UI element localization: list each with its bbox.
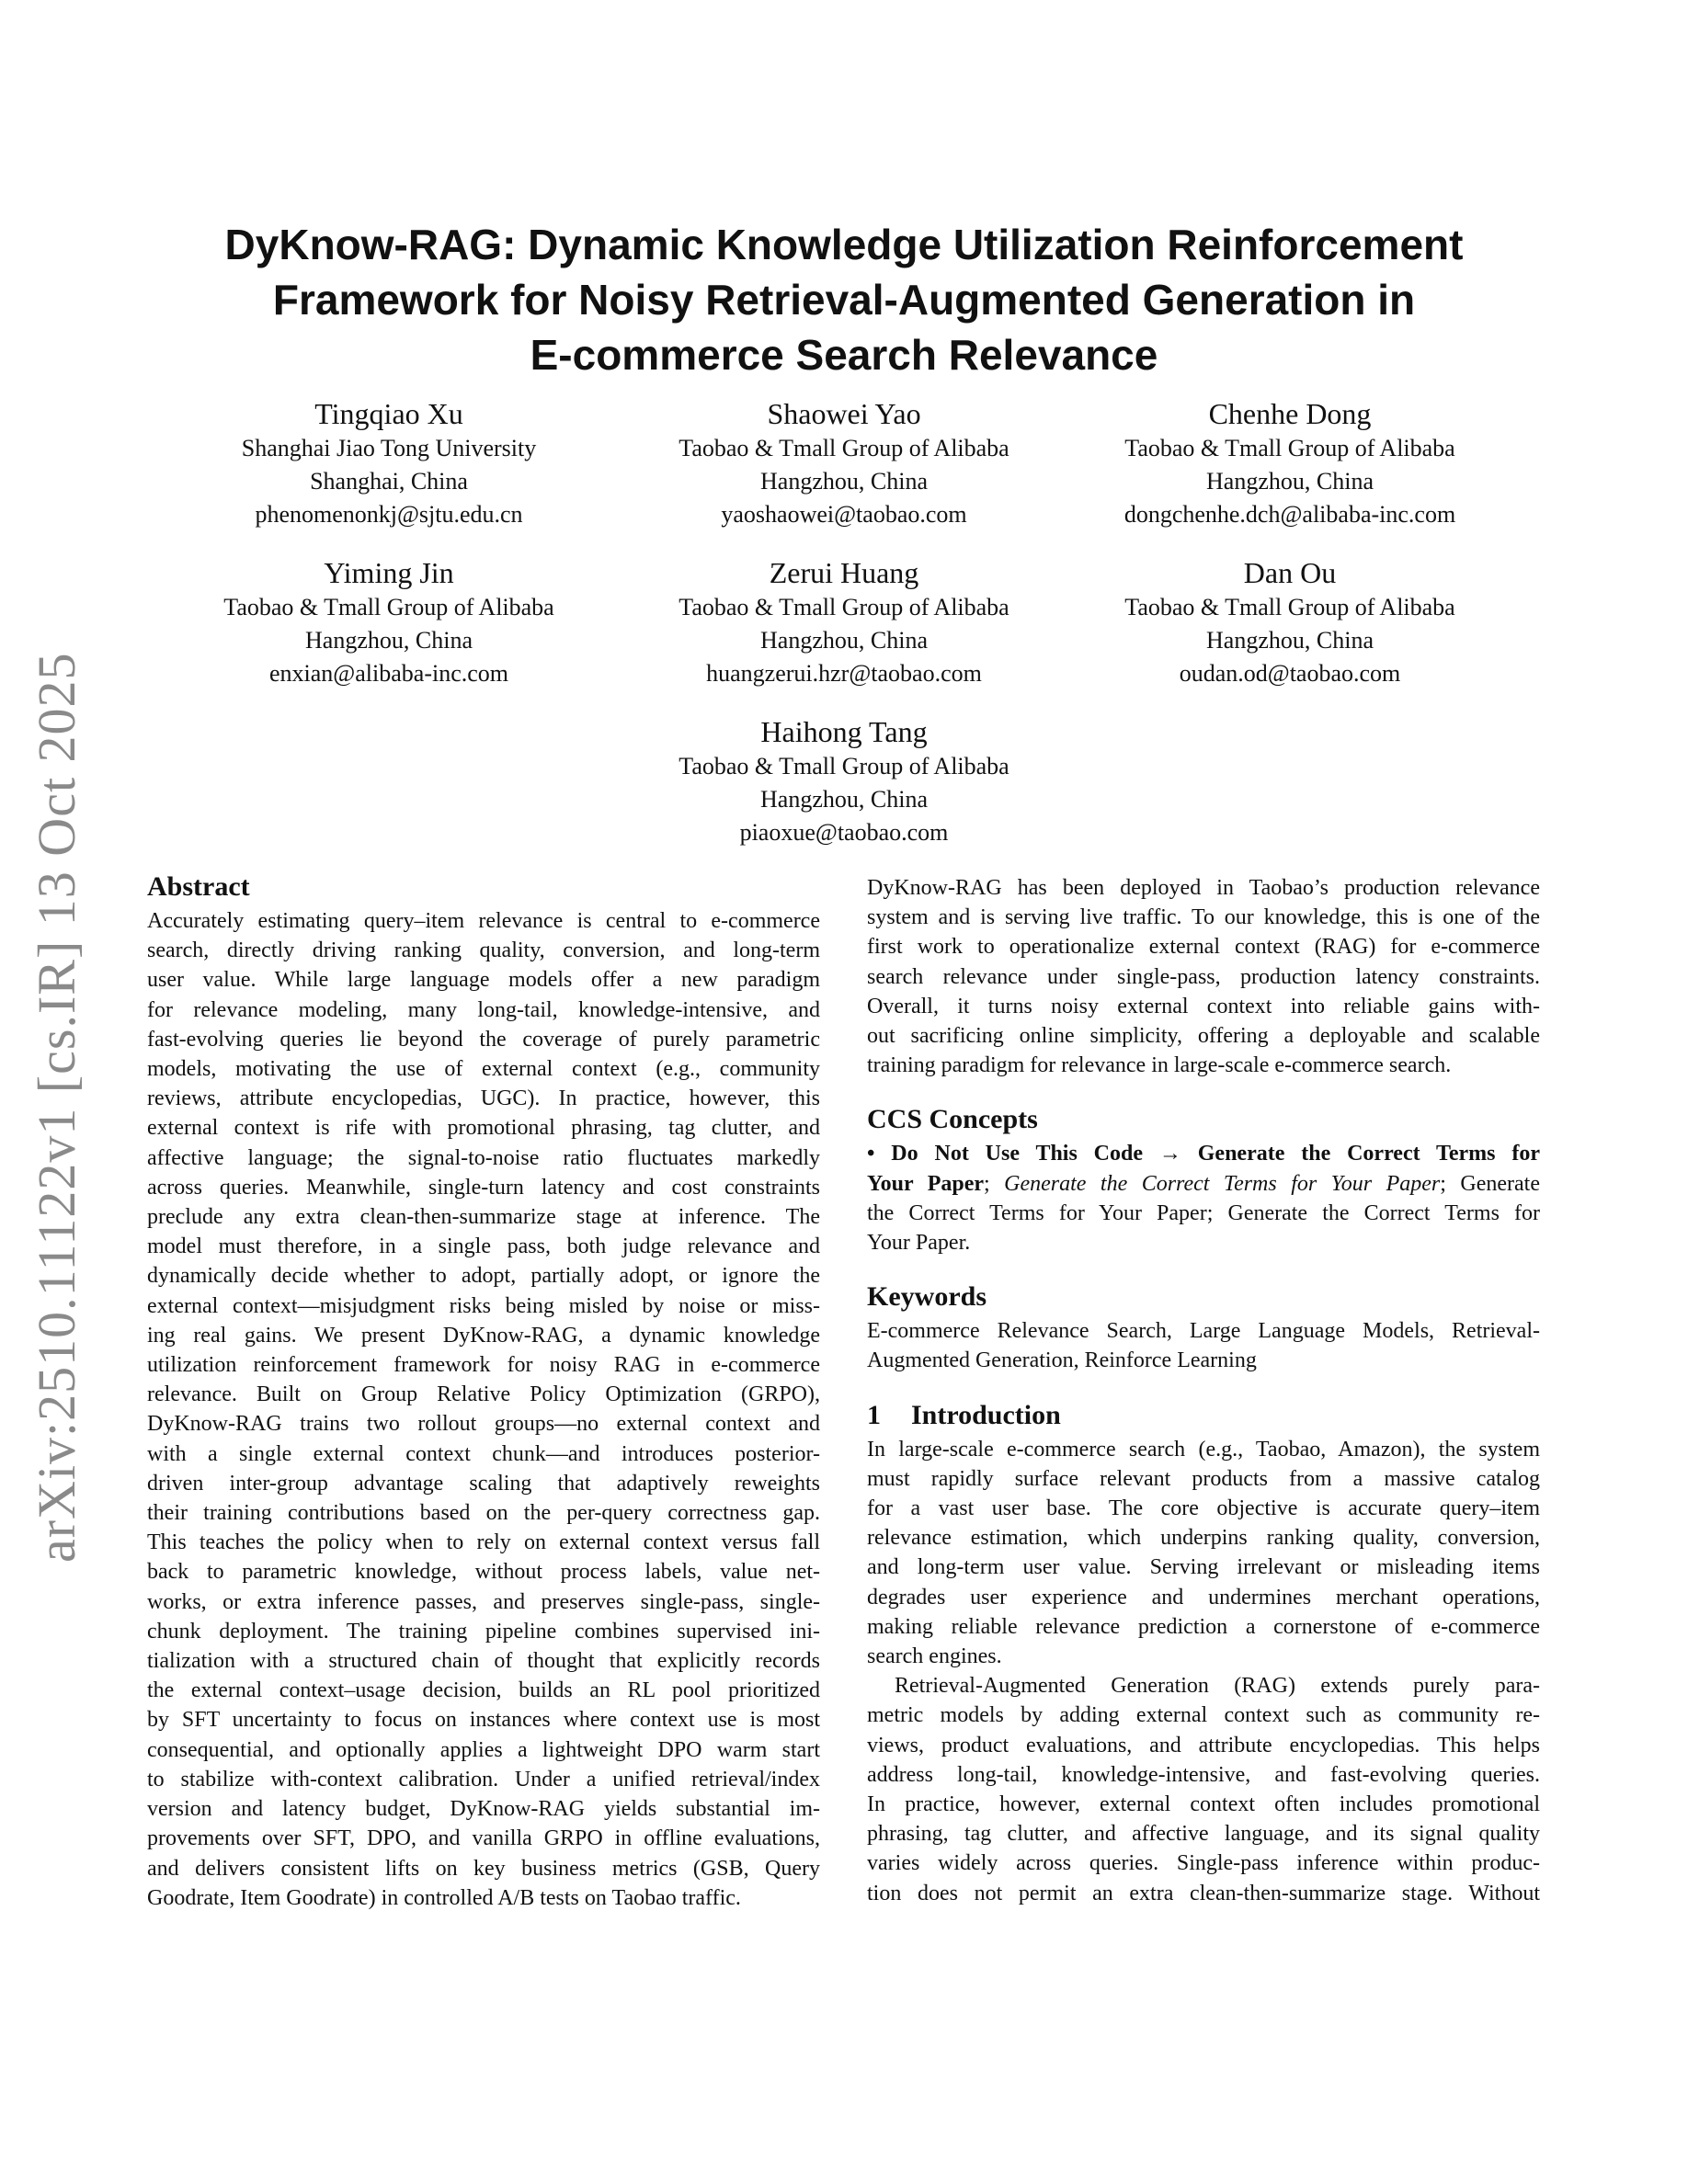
intro-paragraph — [867, 1671, 1540, 1908]
abstract-line: ing real gains. We present DyKnow-RAG, a dynamic knowledge — [147, 1323, 820, 1348]
author-block — [173, 554, 605, 690]
abstract-line: training paradigm for relevance in large-scale e-commerce search. — [867, 1053, 1452, 1078]
intro-line: tion does not permit an extra clean-then-summarize stage. Without — [867, 1881, 1540, 1905]
abstract-line: their training contributions based on the per-query correctness gap. — [147, 1501, 820, 1526]
ccs-separator: ; Generate — [1440, 1171, 1540, 1196]
introduction-heading — [867, 1398, 1540, 1433]
author-email[interactable]: piaoxue@taobao.com — [739, 819, 949, 846]
abstract-heading: Abstract — [147, 871, 250, 902]
abstract-line: to stabilize with-context calibration. Under a unified retrieval/index — [147, 1767, 820, 1792]
author-location: Hangzhou, China — [760, 468, 928, 495]
author-location: Hangzhou, China — [760, 786, 928, 813]
ccs-line — [867, 1169, 1540, 1199]
abstract-line: preclude any extra clean-then-summarize stage at inference. The — [147, 1205, 820, 1230]
abstract-continued-body — [867, 873, 1540, 1080]
author-affiliation: Taobao & Tmall Group of Alibaba — [1124, 594, 1455, 620]
author-email[interactable]: dongchenhe.dch@alibaba-inc.com — [1123, 501, 1456, 528]
abstract-line: Overall, it turns noisy external context into reliable gains with- — [867, 994, 1540, 1018]
ccs-line: the Correct Terms for Your Paper; Generate the Correct Terms for — [867, 1200, 1540, 1225]
intro-line: varies widely across queries. Single-pass inference within produc- — [867, 1851, 1540, 1876]
author-location: Shanghai, China — [310, 468, 468, 495]
abstract-line: Accurately estimating query–item relevance is central to e-commerce — [147, 909, 820, 933]
author-block — [1074, 395, 1506, 531]
abstract-line: utilization reinforcement framework for noisy RAG in e-commerce — [147, 1353, 820, 1378]
keywords-heading: Keywords — [867, 1281, 987, 1313]
intro-line: address long-tail, knowledge-intensive, and fast-evolving queries. — [867, 1762, 1540, 1787]
intro-line: phrasing, tag clutter, and affective language, and its signal quality — [867, 1822, 1540, 1847]
intro-line: degrades user experience and undermines merchant operations, — [867, 1585, 1540, 1610]
abstract-line: reviews, attribute encyclopedias, UGC). In practice, however, this — [147, 1086, 820, 1111]
author-block — [628, 554, 1060, 690]
ccs-separator: ; — [984, 1171, 1005, 1196]
abstract-line: Goodrate, Item Goodrate) in controlled A/B tests on Taobao traffic. — [147, 1885, 741, 1910]
abstract-line: consequential, and optionally applies a lightweight DPO warm start — [147, 1737, 820, 1762]
ccs-concepts-body — [867, 1139, 1540, 1257]
keywords-body — [867, 1316, 1540, 1375]
author-block — [1074, 554, 1506, 690]
intro-paragraph — [867, 1435, 1540, 1672]
intro-line: In practice, however, external context often includes promotional — [867, 1792, 1540, 1817]
abstract-line: search, directly driving ranking quality, conversion, and long-term — [147, 938, 820, 963]
title-line: E-commerce Search Relevance — [530, 331, 1158, 379]
arxiv-identifier-stamp: arXiv:2510.11122v1 [cs.IR] 13 Oct 2025 — [27, 652, 86, 1563]
abstract-line: back to parametric knowledge, without process labels, value net- — [147, 1560, 820, 1585]
ccs-bullet: • — [867, 1142, 875, 1166]
author-email[interactable]: phenomenonkj@sjtu.edu.cn — [255, 501, 523, 528]
abstract-line: for relevance modeling, many long-tail, knowledge-intensive, and — [147, 997, 820, 1022]
abstract-line: driven inter-group advantage scaling that adaptively reweights — [147, 1471, 820, 1496]
abstract-line: affective language; the signal-to-noise ratio fluctuates markedly — [147, 1145, 820, 1170]
ccs-line — [867, 1139, 1540, 1168]
author-affiliation: Taobao & Tmall Group of Alibaba — [679, 435, 1009, 461]
intro-line: Retrieval-Augmented Generation (RAG) extends purely para- — [895, 1674, 1540, 1699]
section-number: 1 — [867, 1399, 881, 1430]
abstract-line: first work to operationalize external context (RAG) for e-commerce — [867, 935, 1540, 960]
author-location: Hangzhou, China — [305, 627, 473, 654]
title-line: DyKnow-RAG: Dynamic Knowledge Utilization Reinforcement — [224, 221, 1464, 268]
abstract-line: the external context–usage decision, builds an RL pool prioritized — [147, 1678, 820, 1703]
author-email[interactable]: oudan.od@taobao.com — [1179, 660, 1401, 687]
right-column — [867, 873, 1540, 1908]
author-block — [173, 395, 605, 531]
abstract-line: version and latency budget, DyKnow-RAG yields substantial im- — [147, 1797, 820, 1822]
author-email[interactable]: yaoshaowei@taobao.com — [721, 501, 967, 528]
abstract-line: external context is rife with promotional phrasing, tag clutter, and — [147, 1116, 820, 1141]
abstract-line: DyKnow-RAG has been deployed in Taobao’s production relevance — [867, 876, 1540, 900]
abstract-line: DyKnow-RAG trains two rollout groups—no external context and — [147, 1412, 820, 1437]
ccs-concepts-heading: CCS Concepts — [867, 1104, 1038, 1135]
intro-line: must rapidly surface relevant products from a massive catalog — [867, 1466, 1540, 1491]
intro-line: search engines. — [867, 1644, 1002, 1669]
intro-line: and long-term user value. Serving irrelevant or misleading items — [867, 1555, 1540, 1580]
paper-title — [138, 217, 1550, 382]
introduction-body — [867, 1435, 1540, 1908]
author-affiliation: Taobao & Tmall Group of Alibaba — [679, 594, 1009, 620]
ccs-concept-primary-cont: Your Paper — [867, 1171, 985, 1196]
ccs-concept-secondary: Generate the Correct Terms for Your Paper — [1004, 1171, 1441, 1196]
intro-line: In large-scale e-commerce search (e.g., Taobao, Amazon), the system — [867, 1437, 1540, 1462]
author-name: Zerui Huang — [769, 556, 919, 589]
author-location: Hangzhou, China — [1206, 468, 1374, 495]
abstract-line: works, or extra inference passes, and preserves single-pass, single- — [147, 1589, 820, 1614]
abstract-line: chunk deployment. The training pipeline combines supervised ini- — [147, 1619, 820, 1644]
abstract-line: dynamically decide whether to adopt, partially adopt, or ignore the — [147, 1264, 820, 1289]
abstract-line: fast-evolving queries lie beyond the coverage of purely parametric — [147, 1027, 820, 1052]
author-name: Dan Ou — [1243, 556, 1337, 589]
title-line: Framework for Noisy Retrieval-Augmented Generation in — [272, 276, 1416, 324]
abstract-line: This teaches the policy when to rely on external context versus fall — [147, 1530, 820, 1555]
author-email[interactable]: enxian@alibaba-inc.com — [269, 660, 508, 687]
author-block — [628, 713, 1060, 849]
abstract-line: provements over SFT, DPO, and vanilla GRPO in offline evaluations, — [147, 1826, 820, 1851]
abstract-line: across queries. Meanwhile, single-turn latency and cost constraints — [147, 1175, 820, 1200]
abstract-line: system and is serving live traffic. To our knowledge, this is one of the — [867, 905, 1540, 930]
abstract-line: out sacrificing online simplicity, offering a deployable and scalable — [867, 1024, 1540, 1049]
abstract-line: model must therefore, in a single pass, both judge relevance and — [147, 1234, 820, 1259]
abstract-line: with a single external context chunk—and introduces posterior- — [147, 1441, 820, 1466]
abstract-line: by SFT uncertainty to focus on instances where context use is most — [147, 1708, 820, 1733]
abstract-line: and delivers consistent lifts on key business metrics (GSB, Query — [147, 1856, 820, 1881]
author-name: Shaowei Yao — [767, 397, 921, 430]
author-affiliation: Taobao & Tmall Group of Alibaba — [223, 594, 554, 620]
abstract-line: user value. While large language models offer a new paradigm — [147, 968, 820, 993]
abstract-line: search relevance under single-pass, production latency constraints. — [867, 964, 1540, 989]
author-block — [628, 395, 1060, 531]
abstract-line: models, motivating the use of external context (e.g., community — [147, 1057, 820, 1082]
intro-line: for a vast user base. The core objective is accurate query–item — [867, 1496, 1540, 1521]
author-name: Yiming Jin — [324, 556, 454, 589]
author-location: Hangzhou, China — [1206, 627, 1374, 654]
intro-line: views, product evaluations, and attribute encyclopedias. This helps — [867, 1733, 1540, 1757]
abstract-line: relevance. Built on Group Relative Policy Optimization (GRPO), — [147, 1382, 820, 1407]
author-email[interactable]: huangzerui.hzr@taobao.com — [706, 660, 982, 687]
author-affiliation: Taobao & Tmall Group of Alibaba — [1124, 435, 1455, 461]
author-affiliation: Taobao & Tmall Group of Alibaba — [679, 753, 1009, 779]
ccs-concept-primary: Do Not Use This Code → Generate the Correct Terms for — [891, 1142, 1540, 1166]
section-title: Introduction — [911, 1399, 1061, 1430]
keyword-line: E-commerce Relevance Search, Large Language Models, Retrieval- — [867, 1319, 1540, 1344]
intro-line: metric models by adding external context such as community re- — [867, 1703, 1540, 1728]
author-name: Tingqiao Xu — [314, 397, 463, 430]
author-location: Hangzhou, China — [760, 627, 928, 654]
abstract-line: external context—misjudgment risks being misled by noise or miss- — [147, 1293, 820, 1318]
abstract-line: tialization with a structured chain of thought that explicitly records — [147, 1649, 820, 1674]
author-name: Chenhe Dong — [1208, 397, 1372, 430]
abstract-body — [147, 906, 820, 1913]
intro-line: relevance estimation, which underpins ranking quality, conversion, — [867, 1526, 1540, 1551]
keyword-line: Augmented Generation, Reinforce Learning — [867, 1348, 1257, 1373]
intro-line: making reliable relevance prediction a cornerstone of e-commerce — [867, 1614, 1540, 1639]
ccs-line: Your Paper. — [867, 1231, 971, 1256]
left-column — [147, 870, 820, 1913]
author-name: Haihong Tang — [760, 715, 928, 748]
author-affiliation: Shanghai Jiao Tong University — [241, 435, 537, 461]
